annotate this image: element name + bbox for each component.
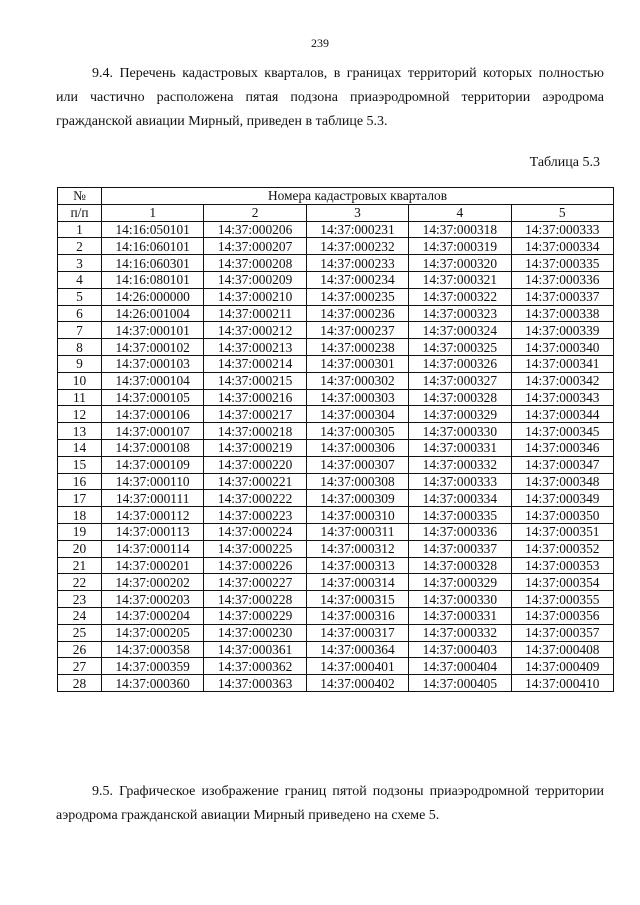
cadastral-number-cell: 14:37:000101 xyxy=(102,322,204,339)
cadastral-number-cell: 14:37:000328 xyxy=(409,389,511,406)
cadastral-number-cell: 14:37:000303 xyxy=(306,389,408,406)
cadastral-number-cell: 14:37:000403 xyxy=(409,641,511,658)
row-number-cell: 4 xyxy=(58,271,102,288)
row-number-cell: 21 xyxy=(58,557,102,574)
cadastral-number-cell: 14:37:000343 xyxy=(511,389,613,406)
cadastral-number-cell: 14:16:060301 xyxy=(102,255,204,272)
cadastral-number-cell: 14:37:000237 xyxy=(306,322,408,339)
row-number-cell: 27 xyxy=(58,658,102,675)
cadastral-number-cell: 14:37:000302 xyxy=(306,372,408,389)
cadastral-number-cell: 14:37:000209 xyxy=(204,271,306,288)
cadastral-number-cell: 14:37:000216 xyxy=(204,389,306,406)
row-number-cell: 23 xyxy=(58,591,102,608)
cadastral-number-cell: 14:37:000312 xyxy=(306,540,408,557)
header-pp: п/п xyxy=(58,204,102,221)
cadastral-number-cell: 14:37:000217 xyxy=(204,406,306,423)
cadastral-number-cell: 14:37:000335 xyxy=(511,255,613,272)
cadastral-number-cell: 14:37:000230 xyxy=(204,624,306,641)
cadastral-number-cell: 14:16:080101 xyxy=(102,271,204,288)
table-row xyxy=(58,557,614,574)
cadastral-number-cell: 14:37:000207 xyxy=(204,238,306,255)
cadastral-number-cell: 14:37:000360 xyxy=(102,675,204,692)
cadastral-number-cell: 14:37:000348 xyxy=(511,473,613,490)
cadastral-number-cell: 14:37:000219 xyxy=(204,439,306,456)
table-row xyxy=(58,355,614,372)
cadastral-number-cell: 14:37:000203 xyxy=(102,591,204,608)
cadastral-number-cell: 14:37:000218 xyxy=(204,423,306,440)
cadastral-number-cell: 14:37:000354 xyxy=(511,574,613,591)
cadastral-number-cell: 14:37:000236 xyxy=(306,305,408,322)
cadastral-number-cell: 14:37:000307 xyxy=(306,456,408,473)
row-number-cell: 5 xyxy=(58,288,102,305)
cadastral-number-cell: 14:37:000208 xyxy=(204,255,306,272)
cadastral-number-cell: 14:37:000329 xyxy=(409,406,511,423)
cadastral-number-cell: 14:37:000342 xyxy=(511,372,613,389)
header-col-2: 2 xyxy=(204,204,306,221)
cadastral-number-cell: 14:37:000346 xyxy=(511,439,613,456)
cadastral-number-cell: 14:37:000315 xyxy=(306,591,408,608)
cadastral-number-cell: 14:37:000106 xyxy=(102,406,204,423)
table-row xyxy=(58,372,614,389)
cadastral-number-cell: 14:37:000212 xyxy=(204,322,306,339)
table-row xyxy=(58,641,614,658)
cadastral-number-cell: 14:37:000225 xyxy=(204,540,306,557)
cadastral-number-cell: 14:37:000316 xyxy=(306,607,408,624)
cadastral-number-cell: 14:37:000222 xyxy=(204,490,306,507)
cadastral-number-cell: 14:16:060101 xyxy=(102,238,204,255)
cadastral-number-cell: 14:37:000313 xyxy=(306,557,408,574)
cadastral-number-cell: 14:37:000408 xyxy=(511,641,613,658)
table-body xyxy=(58,221,614,691)
paragraph-9-5-number: 9.5. xyxy=(92,784,113,799)
cadastral-number-cell: 14:37:000220 xyxy=(204,456,306,473)
row-number-cell: 6 xyxy=(58,305,102,322)
cadastral-number-cell: 14:37:000109 xyxy=(102,456,204,473)
row-number-cell: 13 xyxy=(58,423,102,440)
cadastral-number-cell: 14:37:000305 xyxy=(306,423,408,440)
cadastral-number-cell: 14:37:000334 xyxy=(409,490,511,507)
cadastral-number-cell: 14:37:000332 xyxy=(409,624,511,641)
table-row xyxy=(58,439,614,456)
cadastral-number-cell: 14:37:000308 xyxy=(306,473,408,490)
cadastral-number-cell: 14:37:000318 xyxy=(409,221,511,238)
row-number-cell: 26 xyxy=(58,641,102,658)
row-number-cell: 1 xyxy=(58,221,102,238)
row-number-cell: 22 xyxy=(58,574,102,591)
header-col-1: 1 xyxy=(102,204,204,221)
cadastral-number-cell: 14:37:000327 xyxy=(409,372,511,389)
cadastral-number-cell: 14:37:000324 xyxy=(409,322,511,339)
cadastral-number-cell: 14:37:000332 xyxy=(409,456,511,473)
cadastral-number-cell: 14:37:000235 xyxy=(306,288,408,305)
cadastral-number-cell: 14:37:000352 xyxy=(511,540,613,557)
cadastral-number-cell: 14:37:000112 xyxy=(102,507,204,524)
row-number-cell: 10 xyxy=(58,372,102,389)
cadastral-number-cell: 14:37:000345 xyxy=(511,423,613,440)
row-number-cell: 3 xyxy=(58,255,102,272)
cadastral-number-cell: 14:37:000355 xyxy=(511,591,613,608)
row-number-cell: 7 xyxy=(58,322,102,339)
table-row xyxy=(58,658,614,675)
row-number-cell: 28 xyxy=(58,675,102,692)
cadastral-number-cell: 14:37:000214 xyxy=(204,355,306,372)
row-number-cell: 8 xyxy=(58,339,102,356)
table-row xyxy=(58,389,614,406)
cadastral-number-cell: 14:37:000206 xyxy=(204,221,306,238)
cadastral-number-cell: 14:37:000326 xyxy=(409,355,511,372)
cadastral-number-cell: 14:37:000238 xyxy=(306,339,408,356)
cadastral-number-cell: 14:37:000205 xyxy=(102,624,204,641)
row-number-cell: 17 xyxy=(58,490,102,507)
cadastral-number-cell: 14:37:000336 xyxy=(409,523,511,540)
cadastral-number-cell: 14:37:000344 xyxy=(511,406,613,423)
cadastral-number-cell: 14:37:000362 xyxy=(204,658,306,675)
cadastral-number-cell: 14:37:000111 xyxy=(102,490,204,507)
cadastral-number-cell: 14:37:000113 xyxy=(102,523,204,540)
cadastral-number-cell: 14:37:000301 xyxy=(306,355,408,372)
cadastral-number-cell: 14:37:000330 xyxy=(409,423,511,440)
paragraph-9-4 xyxy=(56,62,604,134)
table-row xyxy=(58,456,614,473)
cadastral-number-cell: 14:37:000353 xyxy=(511,557,613,574)
cadastral-number-cell: 14:37:000341 xyxy=(511,355,613,372)
row-number-cell: 24 xyxy=(58,607,102,624)
paragraph-9-4-number: 9.4. xyxy=(92,66,113,81)
table-row xyxy=(58,591,614,608)
cadastral-number-cell: 14:37:000314 xyxy=(306,574,408,591)
cadastral-number-cell: 14:37:000311 xyxy=(306,523,408,540)
cadastral-number-cell: 14:37:000114 xyxy=(102,540,204,557)
cadastral-number-cell: 14:37:000310 xyxy=(306,507,408,524)
cadastral-number-cell: 14:37:000201 xyxy=(102,557,204,574)
header-number-sign: № xyxy=(58,188,102,205)
row-number-cell: 14 xyxy=(58,439,102,456)
table-row xyxy=(58,675,614,692)
cadastral-number-cell: 14:37:000347 xyxy=(511,456,613,473)
row-number-cell: 19 xyxy=(58,523,102,540)
row-number-cell: 11 xyxy=(58,389,102,406)
cadastral-number-cell: 14:37:000336 xyxy=(511,271,613,288)
cadastral-number-cell: 14:37:000338 xyxy=(511,305,613,322)
cadastral-number-cell: 14:37:000202 xyxy=(102,574,204,591)
row-number-cell: 12 xyxy=(58,406,102,423)
cadastral-number-cell: 14:37:000231 xyxy=(306,221,408,238)
cadastral-number-cell: 14:37:000221 xyxy=(204,473,306,490)
table-row xyxy=(58,221,614,238)
cadastral-number-cell: 14:37:000229 xyxy=(204,607,306,624)
table-row xyxy=(58,507,614,524)
cadastral-number-cell: 14:37:000335 xyxy=(409,507,511,524)
cadastral-number-cell: 14:37:000401 xyxy=(306,658,408,675)
cadastral-number-cell: 14:37:000103 xyxy=(102,355,204,372)
paragraph-9-5 xyxy=(56,780,604,828)
row-number-cell: 16 xyxy=(58,473,102,490)
table-row xyxy=(58,490,614,507)
cadastral-number-cell: 14:37:000359 xyxy=(102,658,204,675)
cadastral-number-cell: 14:37:000339 xyxy=(511,322,613,339)
cadastral-number-cell: 14:16:050101 xyxy=(102,221,204,238)
table-header-row-2 xyxy=(58,204,614,221)
cadastral-number-cell: 14:37:000306 xyxy=(306,439,408,456)
cadastral-number-cell: 14:37:000226 xyxy=(204,557,306,574)
cadastral-number-cell: 14:37:000319 xyxy=(409,238,511,255)
cadastral-number-cell: 14:37:000402 xyxy=(306,675,408,692)
paragraph-9-4-text: Перечень кадастровых кварталов, в границах территорий которых полностью или частично расположена пятая подзона приаэродромной территории аэродрома гражданской авиации Мирный, приведен в таблице 5.3. xyxy=(56,66,604,129)
cadastral-number-cell: 14:37:000404 xyxy=(409,658,511,675)
cadastral-number-cell: 14:37:000215 xyxy=(204,372,306,389)
row-number-cell: 2 xyxy=(58,238,102,255)
cadastral-number-cell: 14:37:000234 xyxy=(306,271,408,288)
cadastral-number-cell: 14:37:000333 xyxy=(409,473,511,490)
cadastral-number-cell: 14:37:000410 xyxy=(511,675,613,692)
cadastral-number-cell: 14:37:000349 xyxy=(511,490,613,507)
cadastral-number-cell: 14:37:000331 xyxy=(409,607,511,624)
row-number-cell: 15 xyxy=(58,456,102,473)
header-col-4: 4 xyxy=(409,204,511,221)
cadastral-number-cell: 14:37:000363 xyxy=(204,675,306,692)
cadastral-number-cell: 14:37:000105 xyxy=(102,389,204,406)
table-caption: Таблица 5.3 xyxy=(529,155,600,170)
page-number: 239 xyxy=(311,36,329,50)
table-row xyxy=(58,523,614,540)
cadastral-number-cell: 14:37:000232 xyxy=(306,238,408,255)
table-row xyxy=(58,288,614,305)
header-col-5: 5 xyxy=(511,204,613,221)
cadastral-number-cell: 14:37:000409 xyxy=(511,658,613,675)
cadastral-number-cell: 14:37:000233 xyxy=(306,255,408,272)
cadastral-number-cell: 14:26:000000 xyxy=(102,288,204,305)
row-number-cell: 9 xyxy=(58,355,102,372)
table-row xyxy=(58,255,614,272)
cadastral-number-cell: 14:37:000330 xyxy=(409,591,511,608)
row-number-cell: 18 xyxy=(58,507,102,524)
cadastral-number-cell: 14:37:000333 xyxy=(511,221,613,238)
cadastral-number-cell: 14:37:000364 xyxy=(306,641,408,658)
paragraph-9-5-text: Графическое изображение границ пятой подзоны приаэродромной территории аэродрома гражданской авиации Мирный приведено на схеме 5. xyxy=(56,784,604,823)
cadastral-number-cell: 14:37:000108 xyxy=(102,439,204,456)
cadastral-number-cell: 14:37:000337 xyxy=(409,540,511,557)
table-header-row-1 xyxy=(58,188,614,205)
cadastral-number-cell: 14:37:000323 xyxy=(409,305,511,322)
cadastral-number-cell: 14:37:000228 xyxy=(204,591,306,608)
table-row xyxy=(58,473,614,490)
table-row xyxy=(58,607,614,624)
cadastral-number-cell: 14:37:000227 xyxy=(204,574,306,591)
cadastral-number-cell: 14:37:000331 xyxy=(409,439,511,456)
cadastral-number-cell: 14:37:000317 xyxy=(306,624,408,641)
cadastral-number-cell: 14:37:000102 xyxy=(102,339,204,356)
cadastral-number-cell: 14:26:001004 xyxy=(102,305,204,322)
table-row xyxy=(58,339,614,356)
cadastral-number-cell: 14:37:000350 xyxy=(511,507,613,524)
cadastral-number-cell: 14:37:000211 xyxy=(204,305,306,322)
cadastral-number-cell: 14:37:000322 xyxy=(409,288,511,305)
cadastral-number-cell: 14:37:000357 xyxy=(511,624,613,641)
cadastral-number-cell: 14:37:000405 xyxy=(409,675,511,692)
table-row xyxy=(58,406,614,423)
cadastral-quarters-table xyxy=(57,187,614,692)
cadastral-number-cell: 14:37:000356 xyxy=(511,607,613,624)
table-row xyxy=(58,271,614,288)
table-row xyxy=(58,238,614,255)
header-col-3: 3 xyxy=(306,204,408,221)
cadastral-number-cell: 14:37:000337 xyxy=(511,288,613,305)
cadastral-number-cell: 14:37:000361 xyxy=(204,641,306,658)
cadastral-number-cell: 14:37:000358 xyxy=(102,641,204,658)
cadastral-number-cell: 14:37:000321 xyxy=(409,271,511,288)
cadastral-number-cell: 14:37:000328 xyxy=(409,557,511,574)
cadastral-number-cell: 14:37:000304 xyxy=(306,406,408,423)
header-group-title: Номера кадастровых кварталов xyxy=(102,188,614,205)
table-row xyxy=(58,624,614,641)
cadastral-number-cell: 14:37:000110 xyxy=(102,473,204,490)
cadastral-number-cell: 14:37:000213 xyxy=(204,339,306,356)
cadastral-number-cell: 14:37:000223 xyxy=(204,507,306,524)
cadastral-number-cell: 14:37:000320 xyxy=(409,255,511,272)
cadastral-number-cell: 14:37:000351 xyxy=(511,523,613,540)
cadastral-number-cell: 14:37:000329 xyxy=(409,574,511,591)
cadastral-number-cell: 14:37:000309 xyxy=(306,490,408,507)
table-row xyxy=(58,322,614,339)
table-row xyxy=(58,305,614,322)
table-row xyxy=(58,574,614,591)
cadastral-number-cell: 14:37:000107 xyxy=(102,423,204,440)
cadastral-number-cell: 14:37:000334 xyxy=(511,238,613,255)
row-number-cell: 25 xyxy=(58,624,102,641)
table-row xyxy=(58,423,614,440)
cadastral-number-cell: 14:37:000210 xyxy=(204,288,306,305)
row-number-cell: 20 xyxy=(58,540,102,557)
cadastral-number-cell: 14:37:000340 xyxy=(511,339,613,356)
table-row xyxy=(58,540,614,557)
cadastral-number-cell: 14:37:000224 xyxy=(204,523,306,540)
cadastral-number-cell: 14:37:000204 xyxy=(102,607,204,624)
cadastral-number-cell: 14:37:000104 xyxy=(102,372,204,389)
cadastral-number-cell: 14:37:000325 xyxy=(409,339,511,356)
